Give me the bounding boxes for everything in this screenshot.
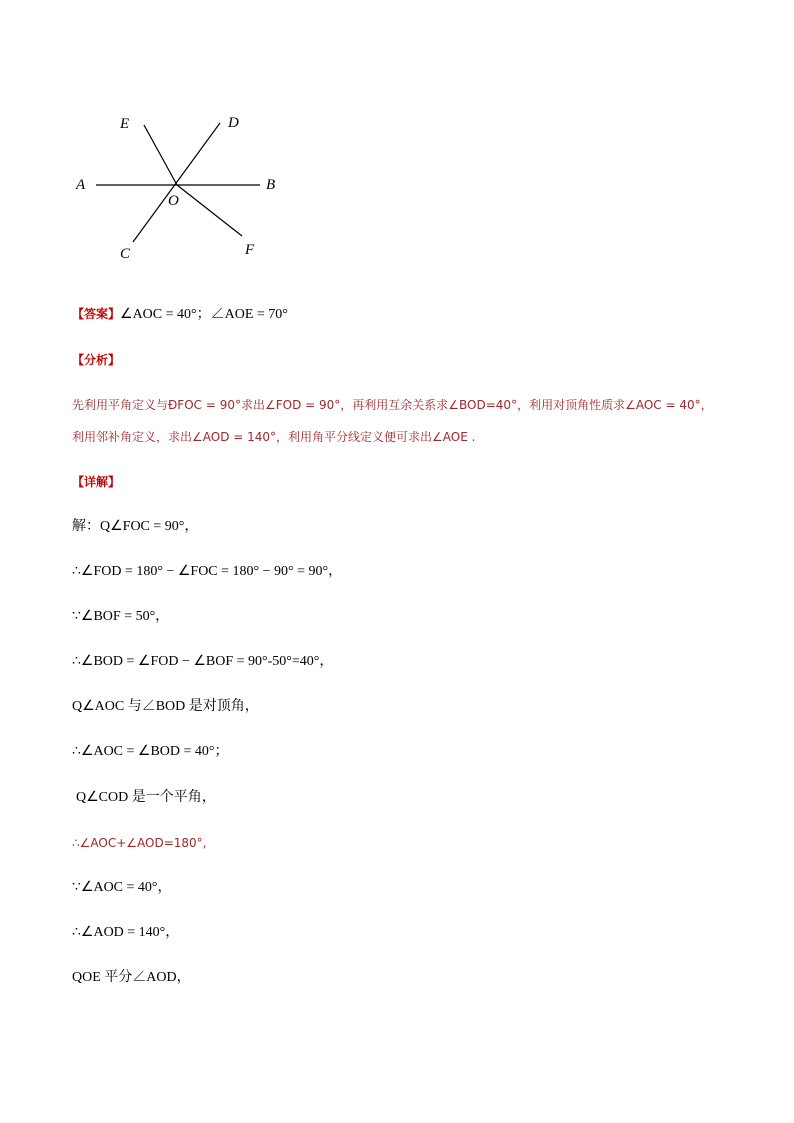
label-O: O bbox=[168, 193, 179, 209]
analysis-line-2: 利用邻补角定义，求出∠AOD = 140°，利用角平分线定义便可求出∠AOE . bbox=[72, 430, 476, 444]
geometry-figure bbox=[70, 112, 290, 272]
angle-diagram bbox=[70, 112, 290, 272]
analysis-heading: 【分析】 bbox=[72, 353, 121, 367]
line-CD bbox=[133, 123, 220, 242]
label-B: B bbox=[266, 177, 276, 193]
detail-step-4: ∴∠BOD = ∠FOD − ∠BOF = 90°-50°=40°， bbox=[72, 654, 334, 669]
detail-step-7: Q∠COD 是一个平角， bbox=[76, 790, 216, 805]
detail-step-10: ∴∠AOD = 140°， bbox=[72, 925, 180, 940]
detail-step-2: ∴∠FOD = 180° − ∠FOC = 180° − 90° = 90°， bbox=[72, 564, 343, 579]
detail-step-8: ∴∠AOC+∠AOD=180°, bbox=[72, 836, 207, 850]
label-F: F bbox=[245, 242, 255, 258]
detail-heading: 【详解】 bbox=[72, 475, 121, 489]
label-D: D bbox=[228, 115, 239, 131]
detail-step-6: ∴∠AOC = ∠BOD = 40°； bbox=[72, 744, 229, 759]
answer-text: ∠AOC = 40°；∠AOE = 70° bbox=[120, 307, 288, 322]
detail-step-5: Q∠AOC 与∠BOD 是对顶角， bbox=[72, 699, 259, 714]
label-C: C bbox=[120, 246, 131, 262]
analysis-line-1: 先利用平角定义与ÐFOC = 90°求出∠FOD = 90°，再利用互余关系求∠BOD=40°，利用对顶角性质求∠AOC = 40°， bbox=[72, 398, 713, 412]
detail-step-1: 解：Q∠FOC = 90°， bbox=[72, 519, 199, 534]
ray-OF bbox=[177, 185, 242, 236]
ray-OE bbox=[144, 125, 177, 185]
detail-step-9: ∵∠AOC = 40°， bbox=[72, 880, 172, 895]
answer-line bbox=[72, 305, 288, 324]
detail-step-11: QOE 平分∠AOD， bbox=[72, 970, 191, 985]
label-E: E bbox=[120, 116, 130, 132]
answer-tag: 【答案】 bbox=[72, 307, 121, 321]
label-A: A bbox=[76, 177, 86, 193]
detail-step-3: ∵∠BOF = 50°， bbox=[72, 609, 170, 624]
